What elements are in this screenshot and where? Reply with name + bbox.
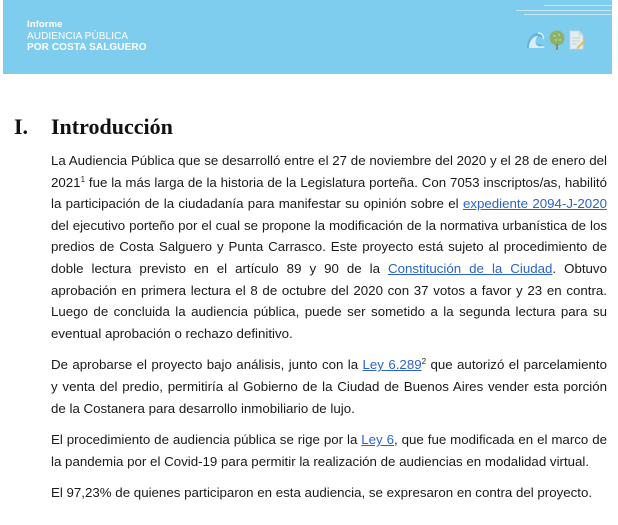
paragraph-ley-6289 [51, 354, 607, 419]
section-body [51, 150, 607, 504]
report-title-line1: AUDIENCIA PÚBLICA [27, 30, 129, 42]
report-title-block [27, 19, 147, 54]
tree-icon [548, 30, 566, 50]
section-heading [14, 114, 173, 140]
document-edit-icon [568, 30, 586, 50]
report-title-line2: POR COSTA SALGUERO [27, 42, 147, 53]
text-run: La Audiencia Pública que se desarrolló entre el 27 de noviembre del 2020 y el 28 de enero del 2021 [51, 153, 607, 190]
link-ley-6[interactable]: Ley 6 [361, 432, 395, 448]
decorative-lines [516, 5, 612, 17]
text-run: del ejecutivo porteño por el cual se propone la modificación de la normativa urbanística de los predios de Costa Salguero y Punta Carrasco. Este proyecto está sujeto al procedimiento de doble lectura previsto en el artículo 89 y 90 de la [51, 217, 607, 276]
footnote-ref-2[interactable]: 2 [421, 357, 427, 367]
text-run: De aprobarse el proyecto bajo análisis, junto con la [51, 357, 363, 373]
paragraph-ley-6 [51, 429, 607, 472]
link-constitucion[interactable]: Constitución de la Ciudad [388, 260, 553, 276]
text-run: que autorizó el parcelamiento y venta del predio, permitiría al Gobierno de la Ciudad de Buenos Aires vender esta porción de la Costanera para desarrollo inmobiliario de lujo. [51, 357, 607, 416]
footnote-ref-1[interactable]: 1 [80, 174, 86, 184]
paragraph-audiencia [51, 150, 607, 344]
section-title: Introducción [51, 114, 173, 139]
report-header-banner [3, 0, 612, 74]
text-run: . Obtuvo aprobación en primera lectura el 8 de octubre del 2020 con 37 votos a favor y 23 en contra. Luego de concluida la audiencia pública, puede ser sometido a la segunda lectura para su eventual aprobación o rechazo definitivo. [51, 260, 607, 341]
text-run: , que fue modificada en el marco de la pandemia por el Covid-19 para permitir la realización de audiencias en modalidad virtual. [51, 432, 608, 469]
section-number: I. [14, 114, 29, 139]
paragraph-resultado [51, 482, 607, 504]
link-ley-6289[interactable]: Ley 6.289 [362, 357, 422, 373]
text-run: fue la más larga de la historia de la Legislatura porteña. Con 7053 inscriptos/as, habilitó la participación de la ciudadanía para manifestar su opinión sobre el [51, 174, 607, 212]
header-icons [526, 30, 586, 50]
text-run: El 97,23% de quienes participaron en esta audiencia, se expresaron en contra del proyecto. [51, 485, 593, 501]
link-expediente[interactable]: expediente 2094-J-2020 [462, 196, 607, 212]
text-run: El procedimiento de audiencia pública se rige por la [51, 432, 362, 448]
wave-icon [526, 31, 546, 49]
report-kicker: Informe [27, 19, 63, 30]
